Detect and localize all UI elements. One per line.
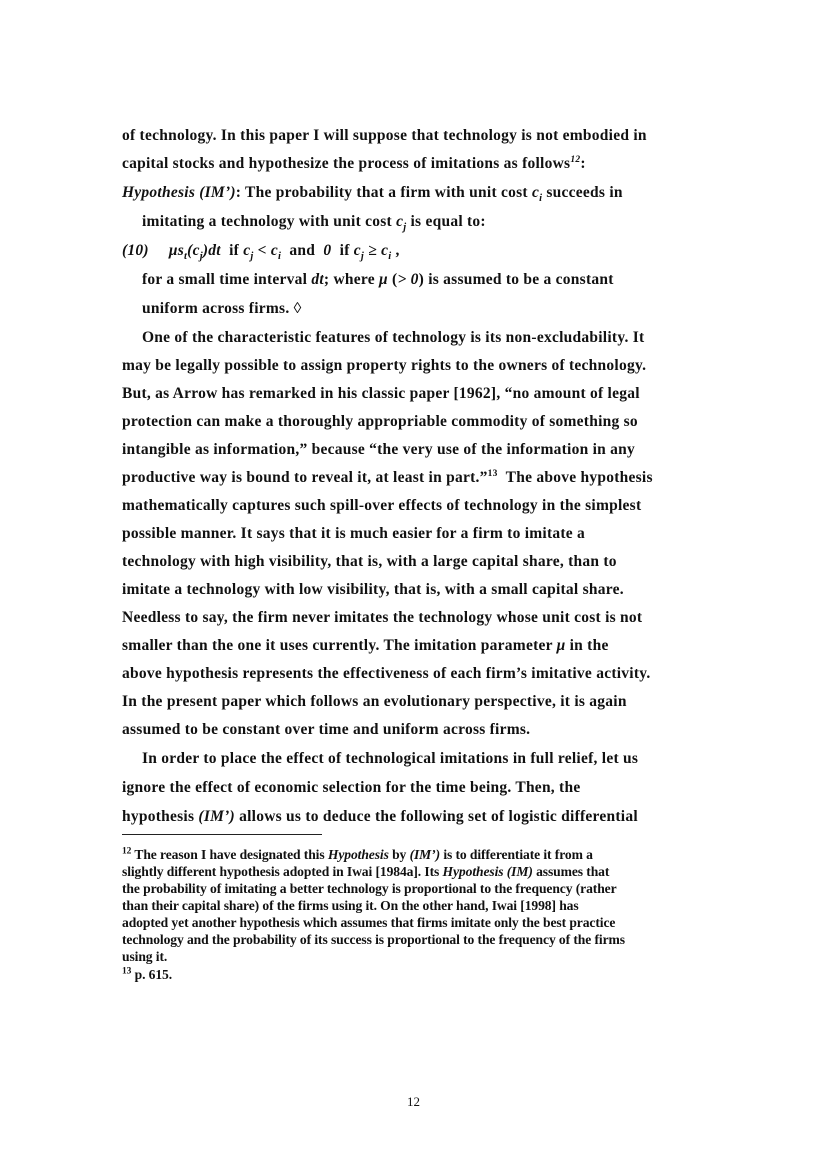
math-var: 0 — [323, 242, 332, 259]
text: if — [331, 242, 354, 259]
text: : The probability that a firm with unit cost — [235, 184, 532, 201]
body-line — [142, 270, 614, 290]
text: The above hypothesis — [497, 469, 653, 486]
body-line: But, as Arrow has remarked in his classic paper [1962], “no amount of legal — [122, 385, 640, 402]
footnote-ref-12: 12 — [570, 154, 581, 165]
math-var: c — [243, 242, 251, 259]
text: slightly different hypothesis adopted in Iwai [1984a]. Its — [122, 864, 443, 879]
body-line: protection can make a thoroughly appropriable commodity of something so — [122, 413, 638, 430]
hypothesis-label: Hypothesis (IM’) — [122, 184, 236, 201]
math-sub: i — [388, 251, 392, 263]
text: assumes that — [532, 864, 610, 879]
text: for a small time interval — [142, 271, 312, 288]
text: , — [391, 242, 400, 259]
text: is to differentiate it from a — [440, 847, 593, 862]
body-line: may be legally possible to assign property rights to the owners of technology. — [122, 357, 647, 374]
body-line: of technology. In this paper I will suppose that technology is not embodied in — [122, 127, 647, 144]
body-line — [122, 636, 609, 656]
body-line: technology with high visibility, that is, with a large capital share, than to — [122, 553, 617, 570]
body-line: uniform across firms. ◊ — [142, 300, 302, 317]
footnote-line: the probability of imitating a better technology is proportional to the frequency (rather — [122, 881, 617, 896]
math-var: c — [381, 242, 389, 259]
footnote-line: than their capital share) of the firms using it. On the other hand, Iwai [1998] has — [122, 898, 579, 913]
body-line: possible manner. It says that it is much easier for a firm to imitate a — [122, 525, 586, 542]
body-line: above hypothesis represents the effectiveness of each firm’s imitative activity. — [122, 665, 651, 682]
footnote-rule — [122, 834, 322, 835]
text: is equal to: — [406, 213, 486, 230]
equation-number: (10) — [122, 242, 149, 259]
math-sub: i — [539, 193, 543, 205]
text-italic: Hypothesis (IM) — [442, 864, 533, 879]
text-italic: (IM’) — [409, 847, 441, 862]
body-line: imitate a technology with low visibility, that is, with a small capital share. — [122, 581, 624, 598]
math-sub: j — [250, 251, 254, 263]
text: in the — [565, 637, 609, 654]
math-term: (c — [187, 242, 200, 259]
math-var: μ — [379, 271, 388, 288]
body-line — [122, 468, 653, 488]
text: allows us to deduce the following set of logistic differential — [234, 808, 638, 825]
body-line — [142, 212, 486, 232]
text: p. 615. — [131, 967, 173, 982]
text: smaller than the one it uses currently. The imitation parameter — [122, 637, 557, 654]
text: ) is assumed to be a constant — [418, 271, 614, 288]
body-line: In order to place the effect of technological imitations in full relief, let us — [142, 750, 639, 767]
body-line: ignore the effect of economic selection for the time being. Then, the — [122, 779, 581, 796]
text: imitating a technology with unit cost — [142, 213, 397, 230]
footnote-mark-13: 13 — [122, 966, 132, 977]
text: by — [388, 847, 410, 862]
math-var: c — [531, 184, 540, 201]
body-line: assumed to be constant over time and uniform across firms. — [122, 721, 531, 738]
body-line: One of the characteristic features of technology is its non-excludability. It — [142, 329, 645, 346]
footnote-line: adopted yet another hypothesis which assumes that firms imitate only the best practice — [122, 915, 616, 930]
math-var: c — [353, 242, 361, 259]
text: if — [220, 242, 244, 259]
page-number: 12 — [407, 1094, 420, 1109]
footnote-ref-13: 13 — [487, 468, 498, 479]
math-sub: t — [183, 251, 188, 263]
footnote-mark-12: 12 — [122, 846, 132, 857]
text: and — [281, 242, 324, 259]
footnote-line — [122, 846, 593, 863]
math-op: ≥ — [364, 242, 382, 259]
text: The reason I have designated this — [131, 847, 328, 862]
math-term: > 0 — [397, 271, 419, 288]
math-var: c — [270, 242, 278, 259]
math-var: μ — [556, 637, 566, 654]
math-sub: j — [403, 222, 407, 234]
math-var: c — [396, 213, 404, 230]
body-line — [122, 807, 638, 827]
body-line: mathematically captures such spill-over effects of technology in the simplest — [122, 497, 642, 514]
text: ( — [387, 271, 398, 288]
hypothesis-line — [122, 183, 623, 203]
equation-10 — [122, 241, 400, 261]
text: succeeds in — [542, 184, 623, 201]
text: capital stocks and hypothesize the process of imitations as follows — [122, 155, 571, 172]
body-line: In the present paper which follows an evolutionary perspective, it is again — [122, 693, 627, 710]
text: hypothesis — [122, 808, 199, 825]
footnote-line: technology and the probability of its success is proportional to the frequency of the firms — [122, 932, 625, 947]
text: : — [580, 155, 586, 172]
math-term: μs — [168, 242, 184, 259]
footnote-line — [122, 966, 172, 983]
math-term: )dt — [202, 242, 221, 259]
text-italic: Hypothesis — [327, 847, 389, 862]
math-var: dt — [311, 271, 324, 288]
math-sub: j — [199, 251, 203, 263]
text: ; where — [323, 271, 380, 288]
text: productive way is bound to reveal it, at least in part.” — [122, 469, 488, 486]
math-sub: j — [360, 251, 365, 263]
math-term: (IM’) — [198, 808, 235, 825]
body-line: Needless to say, the firm never imitates the technology whose unit cost is not — [122, 609, 643, 626]
footnote-line — [122, 863, 609, 880]
body-line: intangible as information,” because “the very use of the information in any — [122, 441, 636, 458]
body-line — [122, 154, 586, 174]
math-op: < — [253, 242, 271, 259]
math-sub: i — [277, 251, 282, 263]
footnote-line: using it. — [122, 949, 168, 964]
